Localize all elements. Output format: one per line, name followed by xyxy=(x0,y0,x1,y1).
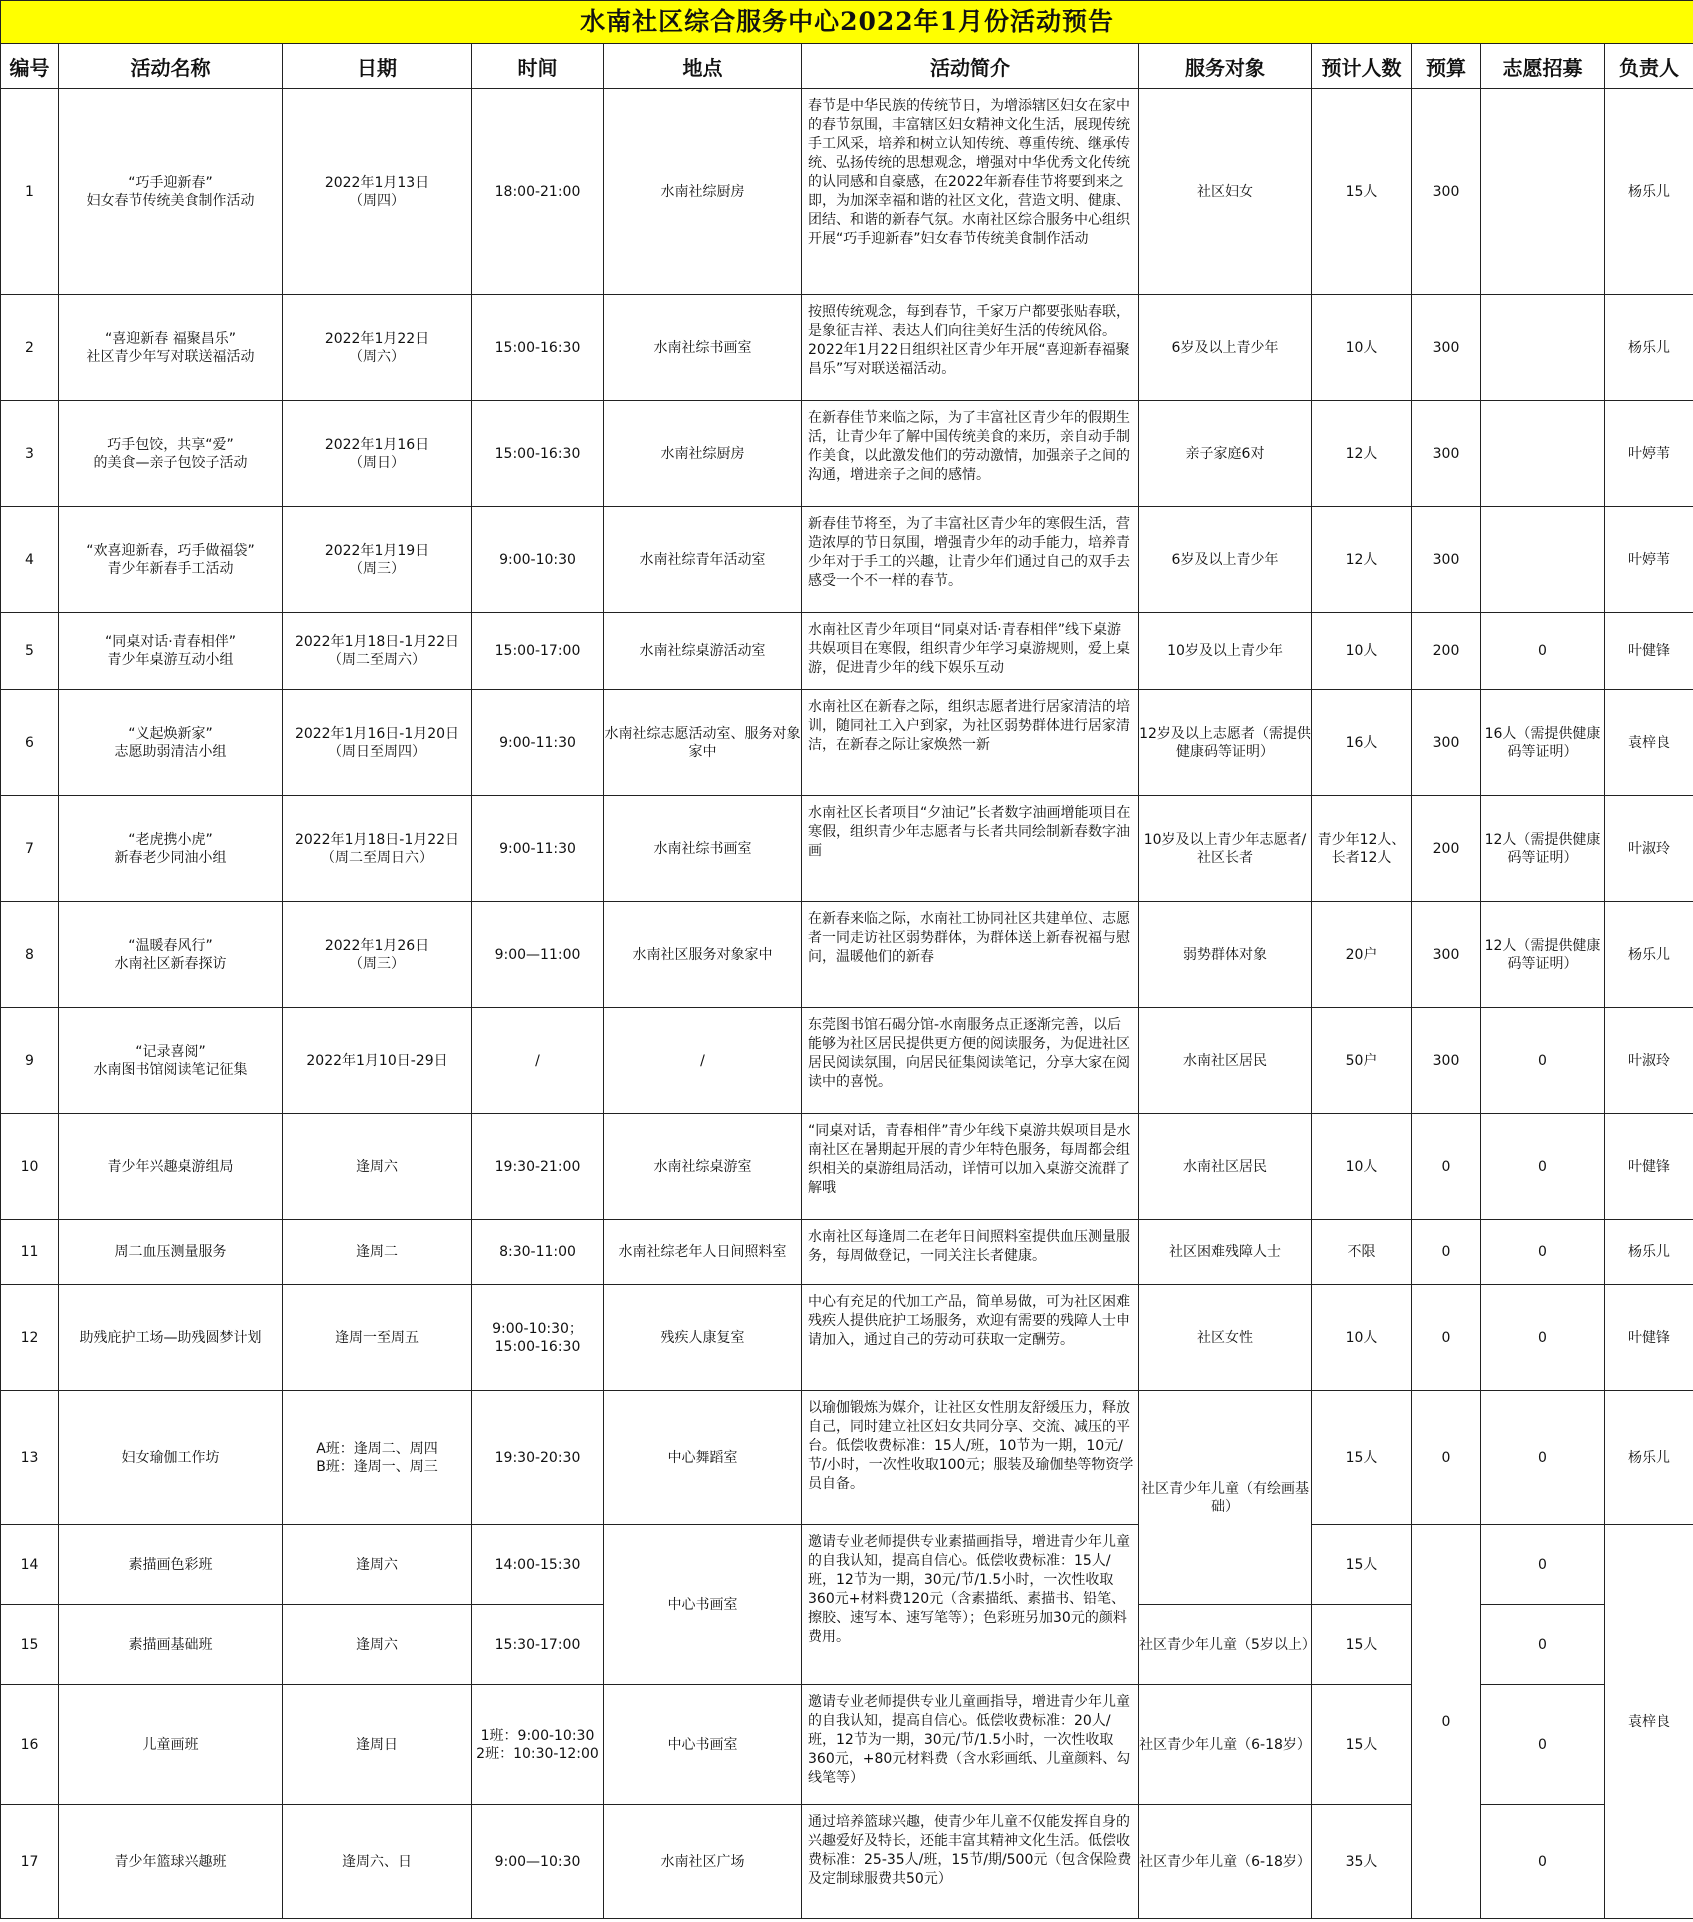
cell-count: 15人 xyxy=(1312,89,1412,295)
cell-owner: 叶淑玲 xyxy=(1605,796,1693,902)
cell-count: 10人 xyxy=(1312,613,1412,690)
time-line-2: 2班：10:30-12:00 xyxy=(476,1745,599,1762)
cell-date xyxy=(283,902,472,1008)
cell-name xyxy=(59,89,283,295)
cell-budget: 0 xyxy=(1412,1220,1481,1285)
name-line-1: 巧手包饺，共享“爱” xyxy=(107,436,234,453)
cell-volunteer: 0 xyxy=(1481,1525,1605,1605)
cell-count: 12人 xyxy=(1312,507,1412,613)
name-line-1: “巧手迎新春” xyxy=(128,174,213,191)
cell-name xyxy=(59,613,283,690)
name-line-1: “老虎携小虎” xyxy=(128,831,213,848)
cell-place: 水南社综桌游室 xyxy=(604,1114,802,1220)
cell-intro: 中心有充足的代加工产品，简单易做，可为社区困难残疾人提供庇护工场服务，欢迎有需要的残障人士申请加入，通过自己的劳动可获取一定酬劳。 xyxy=(802,1285,1139,1391)
cell-budget: 0 xyxy=(1412,1285,1481,1391)
cell-count: 16人 xyxy=(1312,690,1412,796)
cell-target: 10岁及以上青少年志愿者/社区长者 xyxy=(1139,796,1312,902)
cell-target: 6岁及以上青少年 xyxy=(1139,295,1312,401)
cell-owner: 杨乐儿 xyxy=(1605,902,1693,1008)
cell-date xyxy=(283,690,472,796)
name-line-2: 社区青少年写对联送福活动 xyxy=(86,348,255,365)
name-line-1: “记录喜阅” xyxy=(135,1043,206,1060)
cell-name xyxy=(59,295,283,401)
cell-time: 18:00-21:00 xyxy=(472,89,604,295)
cell-no: 11 xyxy=(1,1220,59,1285)
cell-place: 水南社区服务对象家中 xyxy=(604,902,802,1008)
cell-owner: 叶淑玲 xyxy=(1605,1008,1693,1114)
cell-count: 15人 xyxy=(1312,1605,1412,1685)
date-line-2: （周六） xyxy=(349,348,405,365)
cell-count: 15人 xyxy=(1312,1391,1412,1525)
cell-date: 2022年1月10日-29日 xyxy=(283,1008,472,1114)
name-line-1: “同桌对话·青春相伴” xyxy=(105,634,236,650)
table-row xyxy=(1,1220,1693,1285)
name-line-1: “欢喜迎新春，巧手做福袋” xyxy=(86,542,255,559)
cell-date: 逢周一至周五 xyxy=(283,1285,472,1391)
table-row xyxy=(1,295,1693,401)
cell-name: 青少年篮球兴趣班 xyxy=(59,1805,283,1919)
date-line-2: （周三） xyxy=(349,955,405,972)
cell-no: 17 xyxy=(1,1805,59,1919)
cell-date: 逢周六 xyxy=(283,1525,472,1605)
cell-date: 逢周六、日 xyxy=(283,1805,472,1919)
table-row xyxy=(1,902,1693,1008)
cell-budget: 300 xyxy=(1412,690,1481,796)
cell-intro: 在新春佳节来临之际，为了丰富社区青少年的假期生活，让青少年了解中国传统美食的来历，亲自动手制作美食，以此激发他们的劳动激情，加强亲子之间的沟通，增进亲子之间的感情。 xyxy=(802,401,1139,507)
cell-date xyxy=(283,401,472,507)
cell-name xyxy=(59,401,283,507)
cell-budget: 300 xyxy=(1412,401,1481,507)
cell-count: 12人 xyxy=(1312,401,1412,507)
cell-volunteer: 0 xyxy=(1481,1391,1605,1525)
cell-volunteer: 12人（需提供健康码等证明） xyxy=(1481,902,1605,1008)
table-row xyxy=(1,1008,1693,1114)
cell-no: 10 xyxy=(1,1114,59,1220)
cell-owner: 杨乐儿 xyxy=(1605,295,1693,401)
date-line-2: （周二至周日六） xyxy=(321,849,433,866)
cell-count: 50户 xyxy=(1312,1008,1412,1114)
cell-no: 5 xyxy=(1,613,59,690)
header-place: 地点 xyxy=(604,44,802,89)
table-row xyxy=(1,796,1693,902)
cell-target: 社区青少年儿童（6-18岁） xyxy=(1139,1685,1312,1805)
cell-target: 弱势群体对象 xyxy=(1139,902,1312,1008)
cell-target: 12岁及以上志愿者（需提供健康码等证明） xyxy=(1139,690,1312,796)
cell-time: / xyxy=(472,1008,604,1114)
cell-count: 15人 xyxy=(1312,1525,1412,1605)
header-time: 时间 xyxy=(472,44,604,89)
time-line-1: 1班：9:00-10:30 xyxy=(480,1727,595,1744)
cell-owner: 袁梓良 xyxy=(1605,690,1693,796)
cell-volunteer: 12人（需提供健康码等证明） xyxy=(1481,796,1605,902)
name-line-2: 志愿助弱清洁小组 xyxy=(114,743,227,760)
cell-date xyxy=(283,1391,472,1525)
cell-date: 逢周六 xyxy=(283,1114,472,1220)
table-row xyxy=(1,613,1693,690)
cell-volunteer: 0 xyxy=(1481,613,1605,690)
cell-place: 水南社综厨房 xyxy=(604,401,802,507)
cell-date: 逢周日 xyxy=(283,1685,472,1805)
header-date: 日期 xyxy=(283,44,472,89)
cell-place: 水南社综青年活动室 xyxy=(604,507,802,613)
cell-time: 9:00-11:30 xyxy=(472,796,604,902)
date-line-1: 2022年1月22日 xyxy=(324,330,430,347)
cell-owner: 袁梓良 xyxy=(1605,1525,1693,1919)
date-line-2: （周日至周四） xyxy=(328,743,426,760)
table-row xyxy=(1,507,1693,613)
cell-count: 不限 xyxy=(1312,1220,1412,1285)
cell-budget: 300 xyxy=(1412,507,1481,613)
date-line-1: 2022年1月16日 xyxy=(324,436,430,453)
cell-target: 水南社区居民 xyxy=(1139,1008,1312,1114)
cell-time: 14:00-15:30 xyxy=(472,1525,604,1605)
date-line-2: B班：逢周一、周三 xyxy=(316,1458,438,1475)
cell-no: 16 xyxy=(1,1685,59,1805)
cell-volunteer: 0 xyxy=(1481,1605,1605,1685)
cell-time: 15:30-17:00 xyxy=(472,1605,604,1685)
cell-intro: “同桌对话，青春相伴”青少年线下桌游共娱项目是水南社区在暑期起开展的青少年特色服务，每周都会组织相关的桌游组局活动，详情可以加入桌游交流群了解哦 xyxy=(802,1114,1139,1220)
cell-name xyxy=(59,796,283,902)
time-line-1: 9:00-10:30； xyxy=(492,1320,583,1337)
cell-volunteer: 0 xyxy=(1481,1220,1605,1285)
cell-intro: 水南社区在新春之际，组织志愿者进行居家清洁的培训，随同社工入户到家，为社区弱势群体进行居家清洁，在新春之际让家焕然一新 xyxy=(802,690,1139,796)
cell-owner: 杨乐儿 xyxy=(1605,1220,1693,1285)
cell-name: 青少年兴趣桌游组局 xyxy=(59,1114,283,1220)
cell-target: 水南社区居民 xyxy=(1139,1114,1312,1220)
cell-volunteer: 0 xyxy=(1481,1685,1605,1805)
cell-name: 助残庇护工场—助残圆梦计划 xyxy=(59,1285,283,1391)
cell-time: 8:30-11:00 xyxy=(472,1220,604,1285)
cell-place: 水南社区广场 xyxy=(604,1805,802,1919)
cell-place: / xyxy=(604,1008,802,1114)
cell-no: 3 xyxy=(1,401,59,507)
name-line-2: 水南社区新春探访 xyxy=(114,955,227,972)
cell-no: 9 xyxy=(1,1008,59,1114)
date-line-2: （周三） xyxy=(349,560,405,577)
cell-intro: 以瑜伽锻炼为媒介，让社区女性朋友舒缓压力，释放自己，同时建立社区妇女共同分享、交流、减压的平台。低偿收费标准：15人/班，10节为一期，10元/节/小时，一次性收取100元；服装及瑜伽垫等物资学员自备。 xyxy=(802,1391,1139,1525)
cell-intro: 东莞图书馆石碣分馆-水南服务点正逐渐完善，以后能够为社区居民提供更方便的阅读服务，为促进社区居民阅读氛围，向居民征集阅读笔记，分享大家在阅读中的喜悦。 xyxy=(802,1008,1139,1114)
header-name: 活动名称 xyxy=(59,44,283,89)
cell-time: 15:00-16:30 xyxy=(472,295,604,401)
cell-count: 15人 xyxy=(1312,1685,1412,1805)
cell-date xyxy=(283,507,472,613)
date-line-1: 2022年1月26日 xyxy=(324,937,430,954)
table-row xyxy=(1,1391,1693,1525)
cell-name xyxy=(59,690,283,796)
cell-no: 12 xyxy=(1,1285,59,1391)
name-line-1: “温暖春风行” xyxy=(128,937,213,954)
cell-time: 9:00—10:30 xyxy=(472,1805,604,1919)
table-row xyxy=(1,1285,1693,1391)
cell-name: 素描画基础班 xyxy=(59,1605,283,1685)
cell-name xyxy=(59,507,283,613)
cell-intro: 在新春来临之际，水南社工协同社区共建单位、志愿者一同走访社区弱势群体，为群体送上新春祝福与慰问，温暖他们的新春 xyxy=(802,902,1139,1008)
date-line-1: 2022年1月16日-1月20日 xyxy=(294,725,460,742)
cell-intro: 邀请专业老师提供专业儿童画指导，增进青少年儿童的自我认知，提高自信心。低偿收费标准：20人/班，12节为一期，30元/节/1.5小时，一次性收取360元，+80元材料费（含水彩画纸、儿童颜料、勾线笔等） xyxy=(802,1685,1139,1805)
header-budget: 预算 xyxy=(1412,44,1481,89)
name-line-1: “喜迎新春 福聚昌乐” xyxy=(105,330,236,347)
date-line-2: （周日） xyxy=(349,454,405,471)
cell-count: 10人 xyxy=(1312,1114,1412,1220)
cell-place: 残疾人康复室 xyxy=(604,1285,802,1391)
cell-time: 15:00-16:30 xyxy=(472,401,604,507)
cell-budget: 0 xyxy=(1412,1525,1481,1919)
date-line-1: 2022年1月18日-1月22日 xyxy=(294,634,460,650)
cell-no: 8 xyxy=(1,902,59,1008)
header-owner: 负责人 xyxy=(1605,44,1693,89)
cell-count: 10人 xyxy=(1312,295,1412,401)
cell-volunteer: 0 xyxy=(1481,1285,1605,1391)
date-line-1: 2022年1月13日 xyxy=(324,174,430,191)
cell-volunteer: 16人（需提供健康码等证明） xyxy=(1481,690,1605,796)
cell-owner: 叶健锋 xyxy=(1605,1114,1693,1220)
name-line-2: 新春老少同油小组 xyxy=(114,849,227,866)
cell-name: 周二血压测量服务 xyxy=(59,1220,283,1285)
cell-budget: 300 xyxy=(1412,295,1481,401)
cell-count: 20户 xyxy=(1312,902,1412,1008)
header-count: 预计人数 xyxy=(1312,44,1412,89)
name-line-2: 青少年新春手工活动 xyxy=(107,560,234,577)
cell-date xyxy=(283,295,472,401)
name-line-2: 的美食—亲子包饺子活动 xyxy=(93,454,248,471)
cell-intro: 水南社区长者项目“夕油记”长者数字油画增能项目在寒假，组织青少年志愿者与长者共同绘制新春数字油画 xyxy=(802,796,1139,902)
cell-time: 19:30-20:30 xyxy=(472,1391,604,1525)
cell-date xyxy=(283,89,472,295)
cell-place: 水南社综志愿活动室、服务对象家中 xyxy=(604,690,802,796)
cell-count: 10人 xyxy=(1312,1285,1412,1391)
cell-target: 6岁及以上青少年 xyxy=(1139,507,1312,613)
name-line-2: 青少年桌游互动小组 xyxy=(107,652,234,668)
cell-time xyxy=(472,1285,604,1391)
cell-date xyxy=(283,796,472,902)
cell-intro: 按照传统观念，每到春节，千家万户都要张贴春联，是象征吉祥、表达人们向往美好生活的传统风俗。2022年1月22日组织社区青少年开展“喜迎新春福聚昌乐”写对联送福活动。 xyxy=(802,295,1139,401)
cell-budget: 300 xyxy=(1412,1008,1481,1114)
cell-owner: 叶健锋 xyxy=(1605,1285,1693,1391)
date-line-1: A班：逢周二、周四 xyxy=(316,1440,438,1457)
cell-place: 水南社综桌游活动室 xyxy=(604,613,802,690)
cell-name xyxy=(59,902,283,1008)
time-line-2: 15:00-16:30 xyxy=(494,1338,581,1355)
cell-intro: 邀请专业老师提供专业素描画指导，增进青少年儿童的自我认知，提高自信心。低偿收费标准：15人/班，12节为一期，30元/节/1.5小时，一次性收取360元+材料费120元（含素描纸、素描书、铅笔、擦胶、速写本、速写笔等）；色彩班另加30元的颜料费用。 xyxy=(802,1525,1139,1685)
date-line-1: 2022年1月18日-1月22日 xyxy=(294,831,460,848)
cell-place: 中心舞蹈室 xyxy=(604,1391,802,1525)
cell-no: 15 xyxy=(1,1605,59,1685)
table-row xyxy=(1,89,1693,295)
cell-time: 9:00-11:30 xyxy=(472,690,604,796)
cell-budget: 300 xyxy=(1412,89,1481,295)
cell-target: 社区青少年儿童（6-18岁） xyxy=(1139,1805,1312,1919)
cell-volunteer xyxy=(1481,89,1605,295)
cell-intro: 水南社区青少年项目“同桌对话·青春相伴”线下桌游共娱项目在寒假，组织青少年学习桌游规则，爱上桌游，促进青少年的线下娱乐互动 xyxy=(802,613,1139,690)
cell-no: 14 xyxy=(1,1525,59,1605)
cell-budget: 300 xyxy=(1412,902,1481,1008)
table-row xyxy=(1,1114,1693,1220)
cell-budget: 200 xyxy=(1412,613,1481,690)
header-volunteer: 志愿招募 xyxy=(1481,44,1605,89)
cell-time: 15:00-17:00 xyxy=(472,613,604,690)
cell-owner: 叶婷苇 xyxy=(1605,507,1693,613)
cell-target: 社区妇女 xyxy=(1139,89,1312,295)
cell-date xyxy=(283,613,472,690)
cell-place: 水南社综老年人日间照料室 xyxy=(604,1220,802,1285)
cell-intro: 水南社区每逢周二在老年日间照料室提供血压测量服务，每周做登记，一同关注长者健康。 xyxy=(802,1220,1139,1285)
cell-volunteer: 0 xyxy=(1481,1805,1605,1919)
cell-intro: 春节是中华民族的传统节日，为增添辖区妇女在家中的春节氛围，丰富辖区妇女精神文化生活，展现传统手工风采，培养和树立认知传统、尊重传统、继承传统、弘扬传统的思想观念，增强对中华优秀文化传统的认同感和自豪感，在2022年新春佳节将要到来之即，为加深幸福和谐的社区文化，营造文明、健康、团结、和谐的新春气氛。水南社区综合服务中心组织开展“巧手迎新春”妇女春节传统美食制作活动 xyxy=(802,89,1139,295)
cell-volunteer: 0 xyxy=(1481,1114,1605,1220)
name-line-2: 水南图书馆阅读笔记征集 xyxy=(93,1061,248,1078)
table-row xyxy=(1,1525,1693,1605)
cell-target: 社区青少年儿童（5岁以上） xyxy=(1139,1605,1312,1685)
cell-place: 水南社综书画室 xyxy=(604,796,802,902)
cell-place: 中心书画室 xyxy=(604,1685,802,1805)
cell-name xyxy=(59,1008,283,1114)
cell-place: 水南社综书画室 xyxy=(604,295,802,401)
cell-count: 青少年12人、长者12人 xyxy=(1312,796,1412,902)
cell-place: 水南社综厨房 xyxy=(604,89,802,295)
cell-budget: 0 xyxy=(1412,1114,1481,1220)
cell-volunteer: 0 xyxy=(1481,1008,1605,1114)
cell-no: 4 xyxy=(1,507,59,613)
cell-place: 中心书画室 xyxy=(604,1525,802,1685)
header-intro: 活动简介 xyxy=(802,44,1139,89)
cell-target: 亲子家庭6对 xyxy=(1139,401,1312,507)
cell-intro: 新春佳节将至，为了丰富社区青少年的寒假生活，营造浓厚的节日氛围，增强青少年的动手能力，培养青少年对于手工的兴趣，让青少年们通过自己的双手去感受一个不一样的春节。 xyxy=(802,507,1139,613)
cell-name: 素描画色彩班 xyxy=(59,1525,283,1605)
header-target: 服务对象 xyxy=(1139,44,1312,89)
cell-no: 2 xyxy=(1,295,59,401)
header-no: 编号 xyxy=(1,44,59,89)
cell-volunteer xyxy=(1481,507,1605,613)
table-row xyxy=(1,401,1693,507)
cell-time: 19:30-21:00 xyxy=(472,1114,604,1220)
cell-date: 逢周六 xyxy=(283,1605,472,1685)
date-line-2: （周四） xyxy=(349,192,405,209)
cell-name: 妇女瑜伽工作坊 xyxy=(59,1391,283,1525)
cell-time: 9:00-10:30 xyxy=(472,507,604,613)
cell-no: 6 xyxy=(1,690,59,796)
cell-owner: 叶健锋 xyxy=(1605,613,1693,690)
cell-target: 社区女性 xyxy=(1139,1285,1312,1391)
cell-no: 13 xyxy=(1,1391,59,1525)
date-line-2: （周二至周六） xyxy=(328,652,426,668)
cell-intro: 通过培养篮球兴趣，使青少年儿童不仅能发挥自身的兴趣爱好及特长，还能丰富其精神文化生活。低偿收费标准：25-35人/班，15节/期/500元（包含保险费及定制球服费共50元） xyxy=(802,1805,1139,1919)
cell-no: 7 xyxy=(1,796,59,902)
cell-volunteer xyxy=(1481,401,1605,507)
cell-budget: 0 xyxy=(1412,1391,1481,1525)
cell-owner: 叶婷苇 xyxy=(1605,401,1693,507)
cell-no: 1 xyxy=(1,89,59,295)
date-line-1: 2022年1月19日 xyxy=(324,542,430,559)
cell-count: 35人 xyxy=(1312,1805,1412,1919)
cell-date: 逢周二 xyxy=(283,1220,472,1285)
cell-time xyxy=(472,1685,604,1805)
cell-owner: 杨乐儿 xyxy=(1605,1391,1693,1525)
cell-name: 儿童画班 xyxy=(59,1685,283,1805)
cell-budget: 200 xyxy=(1412,796,1481,902)
page-title: 水南社区综合服务中心2022年1月份活动预告 xyxy=(1,1,1693,44)
table-row xyxy=(1,690,1693,796)
cell-owner: 杨乐儿 xyxy=(1605,89,1693,295)
name-line-2: 妇女春节传统美食制作活动 xyxy=(86,192,255,209)
cell-target: 社区困难残障人士 xyxy=(1139,1220,1312,1285)
cell-target: 10岁及以上青少年 xyxy=(1139,613,1312,690)
cell-volunteer xyxy=(1481,295,1605,401)
cell-target: 社区青少年儿童（有绘画基础） xyxy=(1139,1391,1312,1605)
cell-time: 9:00—11:00 xyxy=(472,902,604,1008)
name-line-1: “义起焕新家” xyxy=(128,725,213,742)
